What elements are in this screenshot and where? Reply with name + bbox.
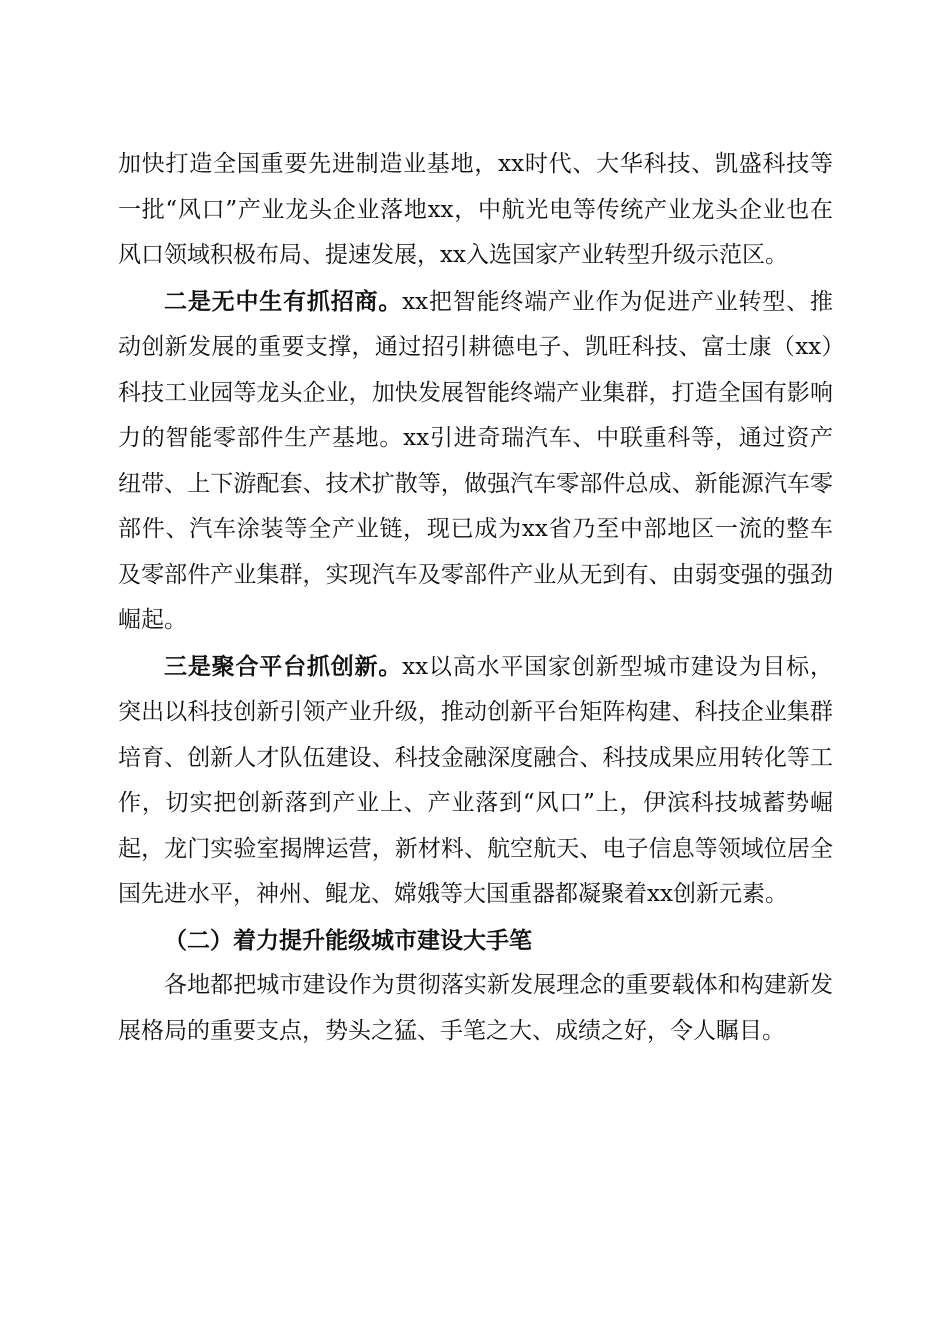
paragraph-lead-innovation: 三是聚合平台抓创新。: [164, 652, 403, 680]
paragraph-body-innovation: xx以高水平国家创新型城市建设为目标，突出以科技创新引领产业升级，推动创新平台矩阵构建、科技企业集群培育、创新人才队伍建设、科技金融深度融合、科技成果应用转化等工作，切实把创新落到产业上、产业落到“风口”上，伊滨科技城蓄势崛起，龙门实验室揭牌运营，新材料、航空航天、电子信息等领域位居全国先进水平，神州、鲲龙、嫦娥等大国重器都凝聚着xx创新元素。: [118, 653, 833, 907]
paragraph-city-building: 各地都把城市建设作为贯彻落实新发展理念的重要载体和构建新发展格局的重要支点，势头之猛、手笔之大、成绩之好，令人瞩目。: [118, 972, 833, 1044]
paragraph-innovation: [118, 644, 833, 918]
paragraph-continuation: 加快打造全国重要先进制造业基地，xx时代、大华科技、凯盛科技等一批“风口”产业龙头企业落地xx，中航光电等传统产业龙头企业也在风口领域积极布局、提速发展，xx入选国家产业转型升级示范区。: [118, 151, 833, 268]
section-heading: （二）着力提升能级城市建设大手笔: [164, 926, 532, 954]
paragraph-investment: [118, 279, 833, 644]
paragraph-lead-investment: 二是无中生有抓招商。: [164, 287, 403, 315]
document-body: [118, 142, 833, 1054]
paragraph-body-investment: xx把智能终端产业作为促进产业转型、推动创新发展的重要支撑，通过招引耕德电子、凯旺科技、富士康（xx）科技工业园等龙头企业，加快发展智能终端产业集群，打造全国有影响力的智能零部件生产基地。xx引进奇瑞汽车、中联重科等，通过资产纽带、上下游配套、技术扩散等，做强汽车零部件总成、新能源汽车零部件、汽车涂装等全产业链，现已成为xx省乃至中部地区一流的整车及零部件产业集群，实现汽车及零部件产业从无到有、由弱变强的强劲崛起。: [118, 288, 833, 633]
